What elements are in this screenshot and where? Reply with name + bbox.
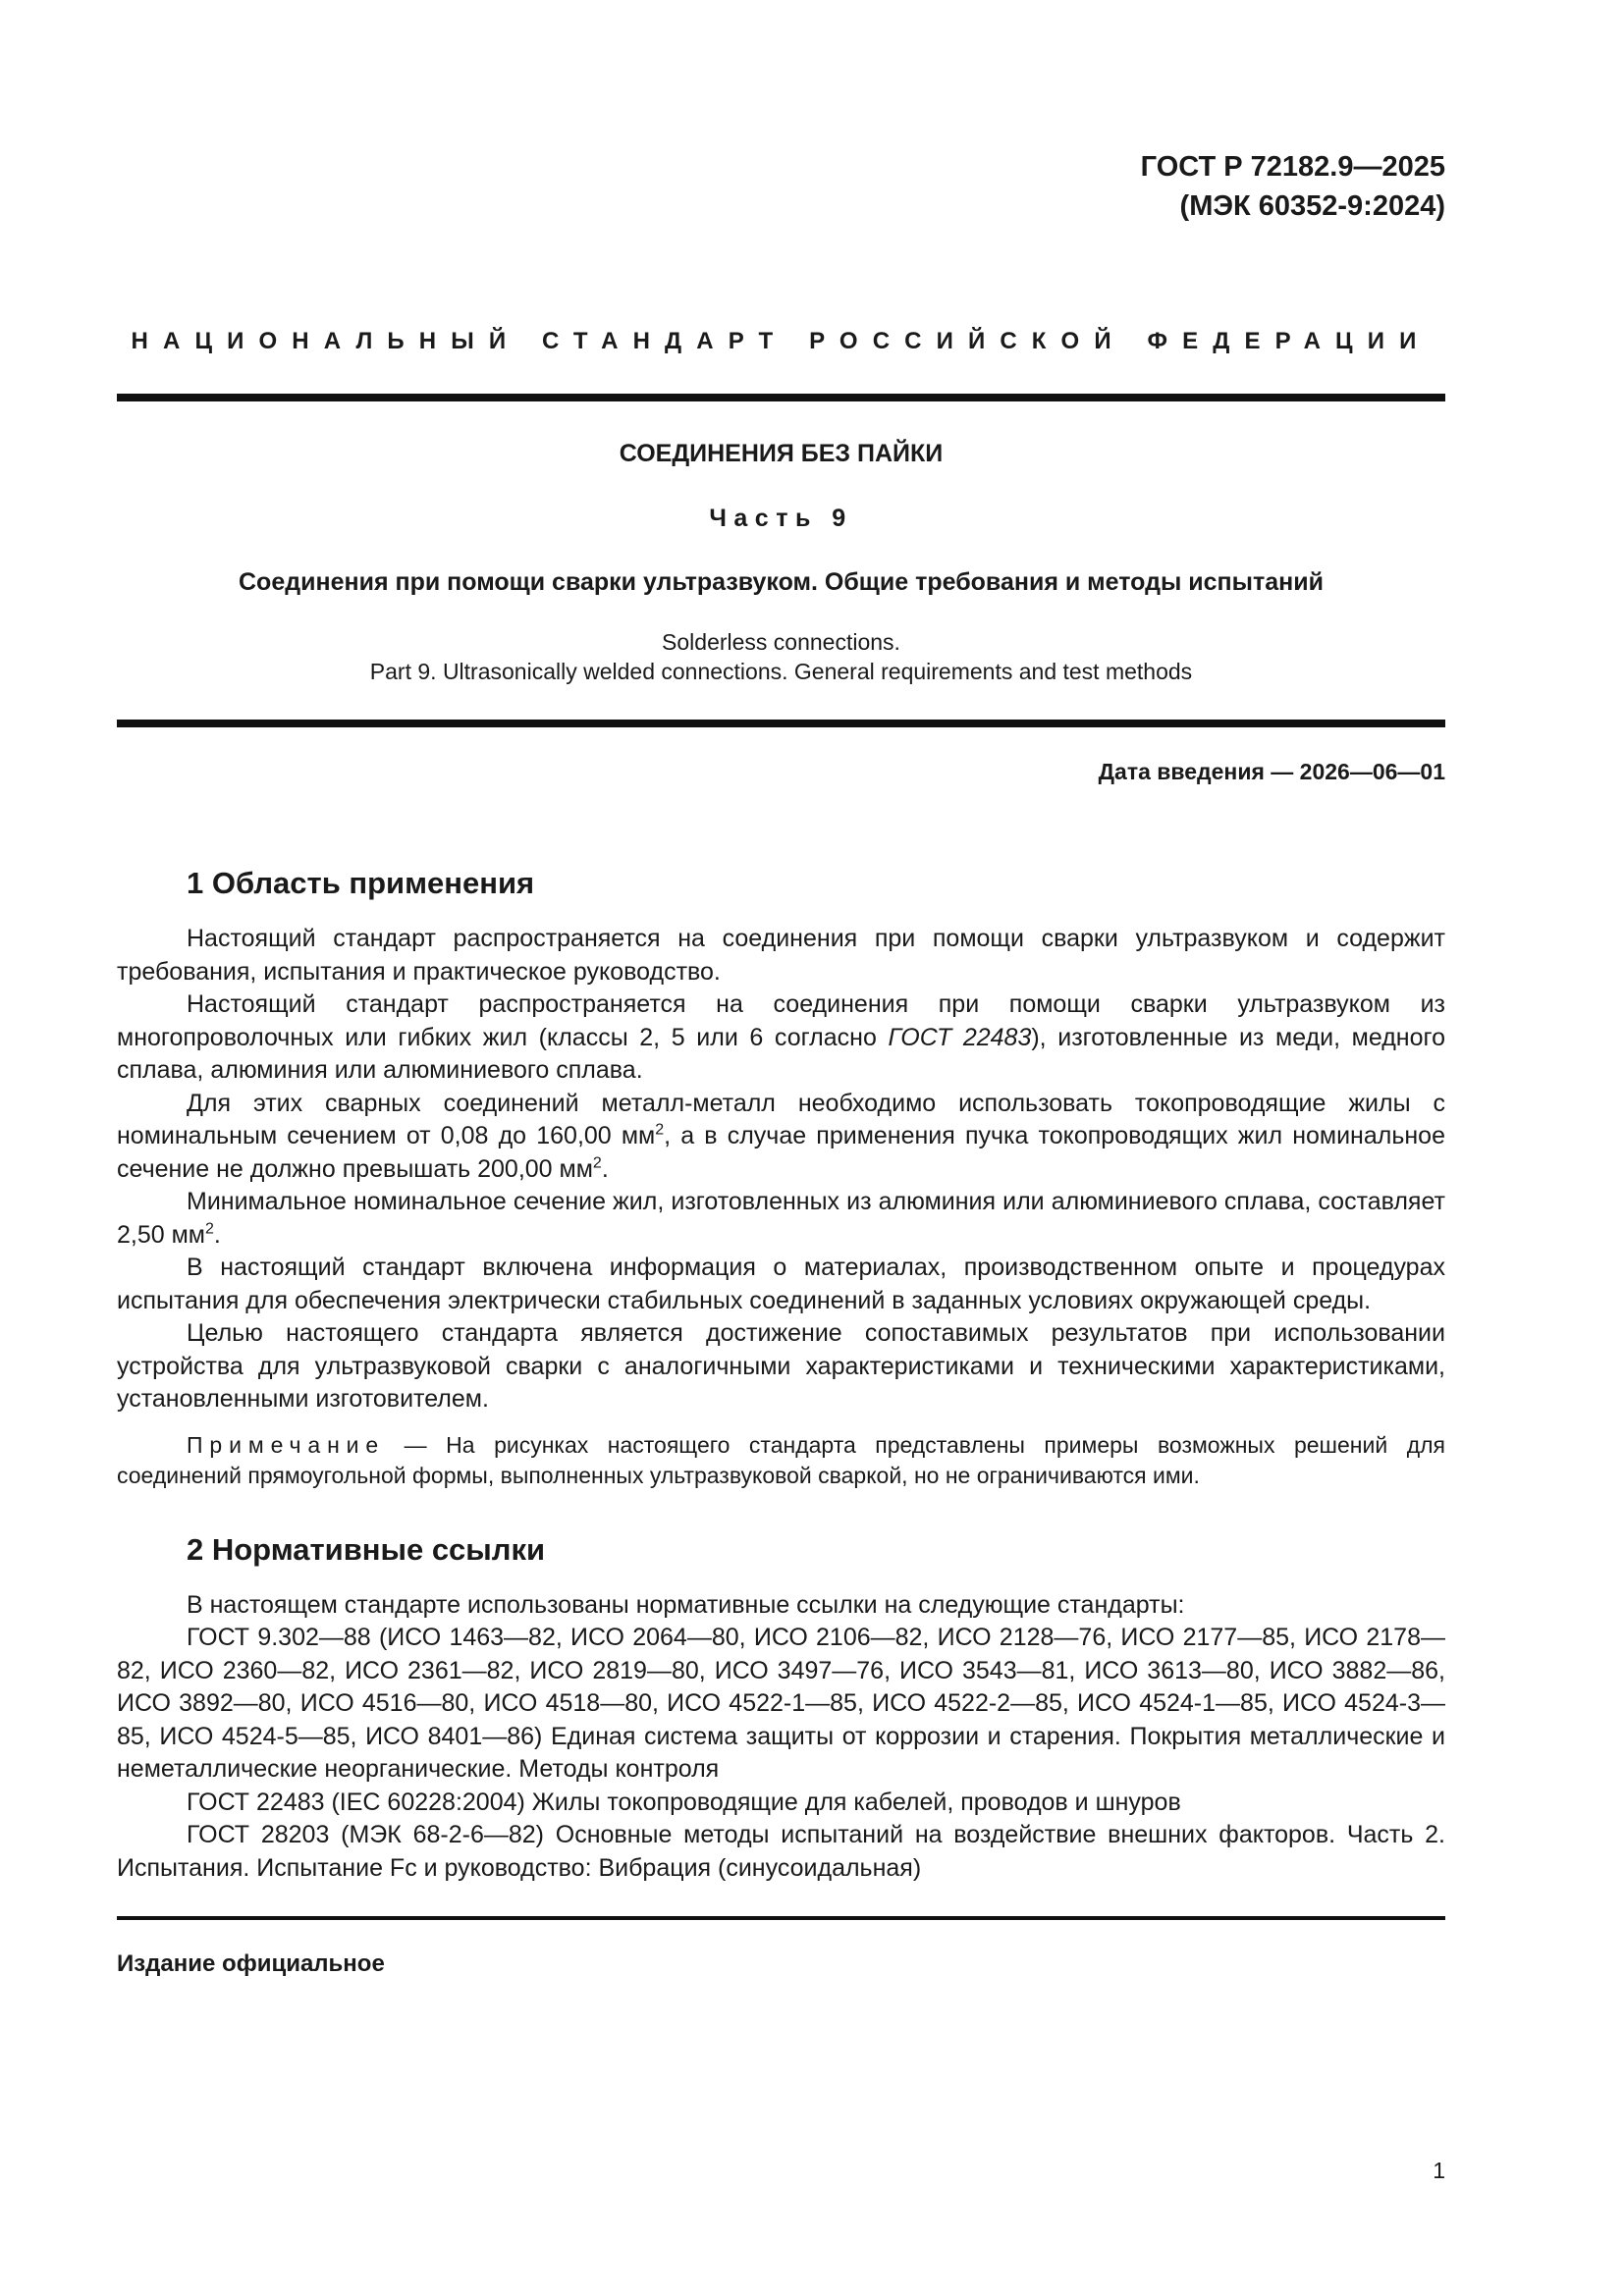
official-edition-label: Издание официальное (117, 1950, 385, 1977)
reference-item: ГОСТ 22483 (IEC 60228:2004) Жилы токопроводящие для кабелей, проводов и шнуров (187, 1788, 1181, 1816)
normative-references-section (117, 1589, 1445, 1886)
scope-section (117, 923, 1445, 1491)
scope-paragraph-2-text-b: ), изготовленные из меди, медного сплава, алюминия или алюминиевого сплава. (117, 1023, 1445, 1084)
normative-references-intro: В настоящем стандарте использованы нормативные ссылки на следующие стандарты: (187, 1590, 1185, 1619)
footer-rule (117, 1916, 1445, 1920)
scope-note (117, 1430, 1445, 1491)
section-heading-normative-references: 2 Нормативные ссылки (187, 1531, 546, 1567)
standard-code-line-2: (МЭК 60352-9:2024) (1179, 190, 1445, 222)
top-rule (117, 394, 1445, 401)
gost-22483-reference: ГОСТ 22483 (888, 1023, 1032, 1051)
note-text: — На рисунках настоящего стандарта представлены примеры возможных решений для соединений прямоугольной формы, выполненных ультразвуковой сваркой, но не ограничиваются ими. (117, 1431, 1445, 1488)
reference-item: ГОСТ 28203 (МЭК 68-2-6—82) Основные методы испытаний на воздействие внешних факторов. Часть 2. Испытания. Испытание Fc и руководство: Вибрация (синусоидальная) (117, 1821, 1445, 1882)
scope-paragraph-4-text-b: . (213, 1220, 221, 1249)
title-bottom-rule (117, 720, 1445, 727)
scope-paragraph-5: В настоящий стандарт включена информация о материалах, производственном опыте и процедурах испытания для обеспечения электрически стабильных соединений в заданных условиях окружающей среды. (117, 1254, 1445, 1314)
english-title (117, 627, 1445, 686)
scope-paragraph-2-text-a: Настоящий стандарт распространяется на соединения при помощи сварки ультразвуком из многопроволочных или гибких жил (классы 2, 5 или 6 согласно (117, 990, 1445, 1051)
standard-code (117, 147, 1445, 226)
scope-paragraph-3-text-b: , а в случае применения пучка токопроводящих жил номинальное сечение не должно превышать 200,00 мм (117, 1122, 1445, 1183)
superscript-2: 2 (655, 1121, 665, 1139)
scope-paragraph-2 (117, 988, 1445, 1088)
document-part: Часть 9 (709, 505, 853, 532)
document-subtitle: Соединения при помощи сварки ультразвуком. Общие требования и методы испытаний (239, 568, 1324, 596)
superscript-2: 2 (204, 1220, 214, 1238)
note-label: Примечание (187, 1431, 386, 1458)
scope-paragraph-3 (117, 1088, 1445, 1187)
scope-paragraph-1: Настоящий стандарт распространяется на соединения при помощи сварки ультразвуком и содержит требования, испытания и практическое руководство. (117, 925, 1445, 986)
page-number: 1 (1433, 2158, 1445, 2183)
section-heading-scope: 1 Область применения (187, 866, 535, 900)
scope-paragraph-3-text-a: Для этих сварных соединений металл-металл необходимо использовать токопроводящие жилы с номинальным сечением от 0,08 до 160,00 мм (117, 1089, 1445, 1149)
english-title-line-2: Part 9. Ultrasonically welded connections. General requirements and test methods (369, 659, 1193, 684)
english-title-line-1: Solderless connections. (662, 629, 900, 655)
scope-paragraph-6: Целью настоящего стандарта является достижение сопоставимых результатов при использовании устройства для ультразвуковой сварки с аналогичными характеристиками и техническими характеристиками, установленными изготовителем. (117, 1319, 1445, 1413)
scope-paragraph-4 (117, 1186, 1445, 1252)
superscript-2: 2 (592, 1154, 602, 1172)
scope-paragraph-3-text-c: . (601, 1154, 609, 1183)
standard-code-line-1: ГОСТ Р 72182.9—2025 (1140, 151, 1445, 183)
introduction-date: Дата введения — 2026—06—01 (1098, 759, 1445, 784)
document-title: СОЕДИНЕНИЯ БЕЗ ПАЙКИ (619, 440, 944, 467)
reference-item: ГОСТ 9.302—88 (ИСО 1463—82, ИСО 2064—80, ИСО 2106—82, ИСО 2128—76, ИСО 2177—85, ИСО 2178—82, ИСО 2360—82, ИСО 2361—82, ИСО 2819—80, ИСО 3497—76, ИСО 3543—81, ИСО 3613—80, ИСО 3882—86, ИСО 3892—80, ИСО 4516—80, ИСО 4518—80, ИСО 4522-1—85, ИСО 4522-2—85, ИСО 4524-1—85, ИСО 4524-3—85, ИСО 4524-5—85, ИСО 8401—86) Единая система защиты от коррозии и старения. Покрытия металлические и неметаллические неорганические. Методы контроля (117, 1624, 1445, 1783)
national-standard-banner: НАЦИОНАЛЬНЫЙ СТАНДАРТ РОССИЙСКОЙ ФЕДЕРАЦИИ (131, 328, 1432, 354)
scope-paragraph-4-text-a: Минимальное номинальное сечение жил, изготовленных из алюминия или алюминиевого сплава, составляет 2,50 мм (117, 1188, 1445, 1249)
